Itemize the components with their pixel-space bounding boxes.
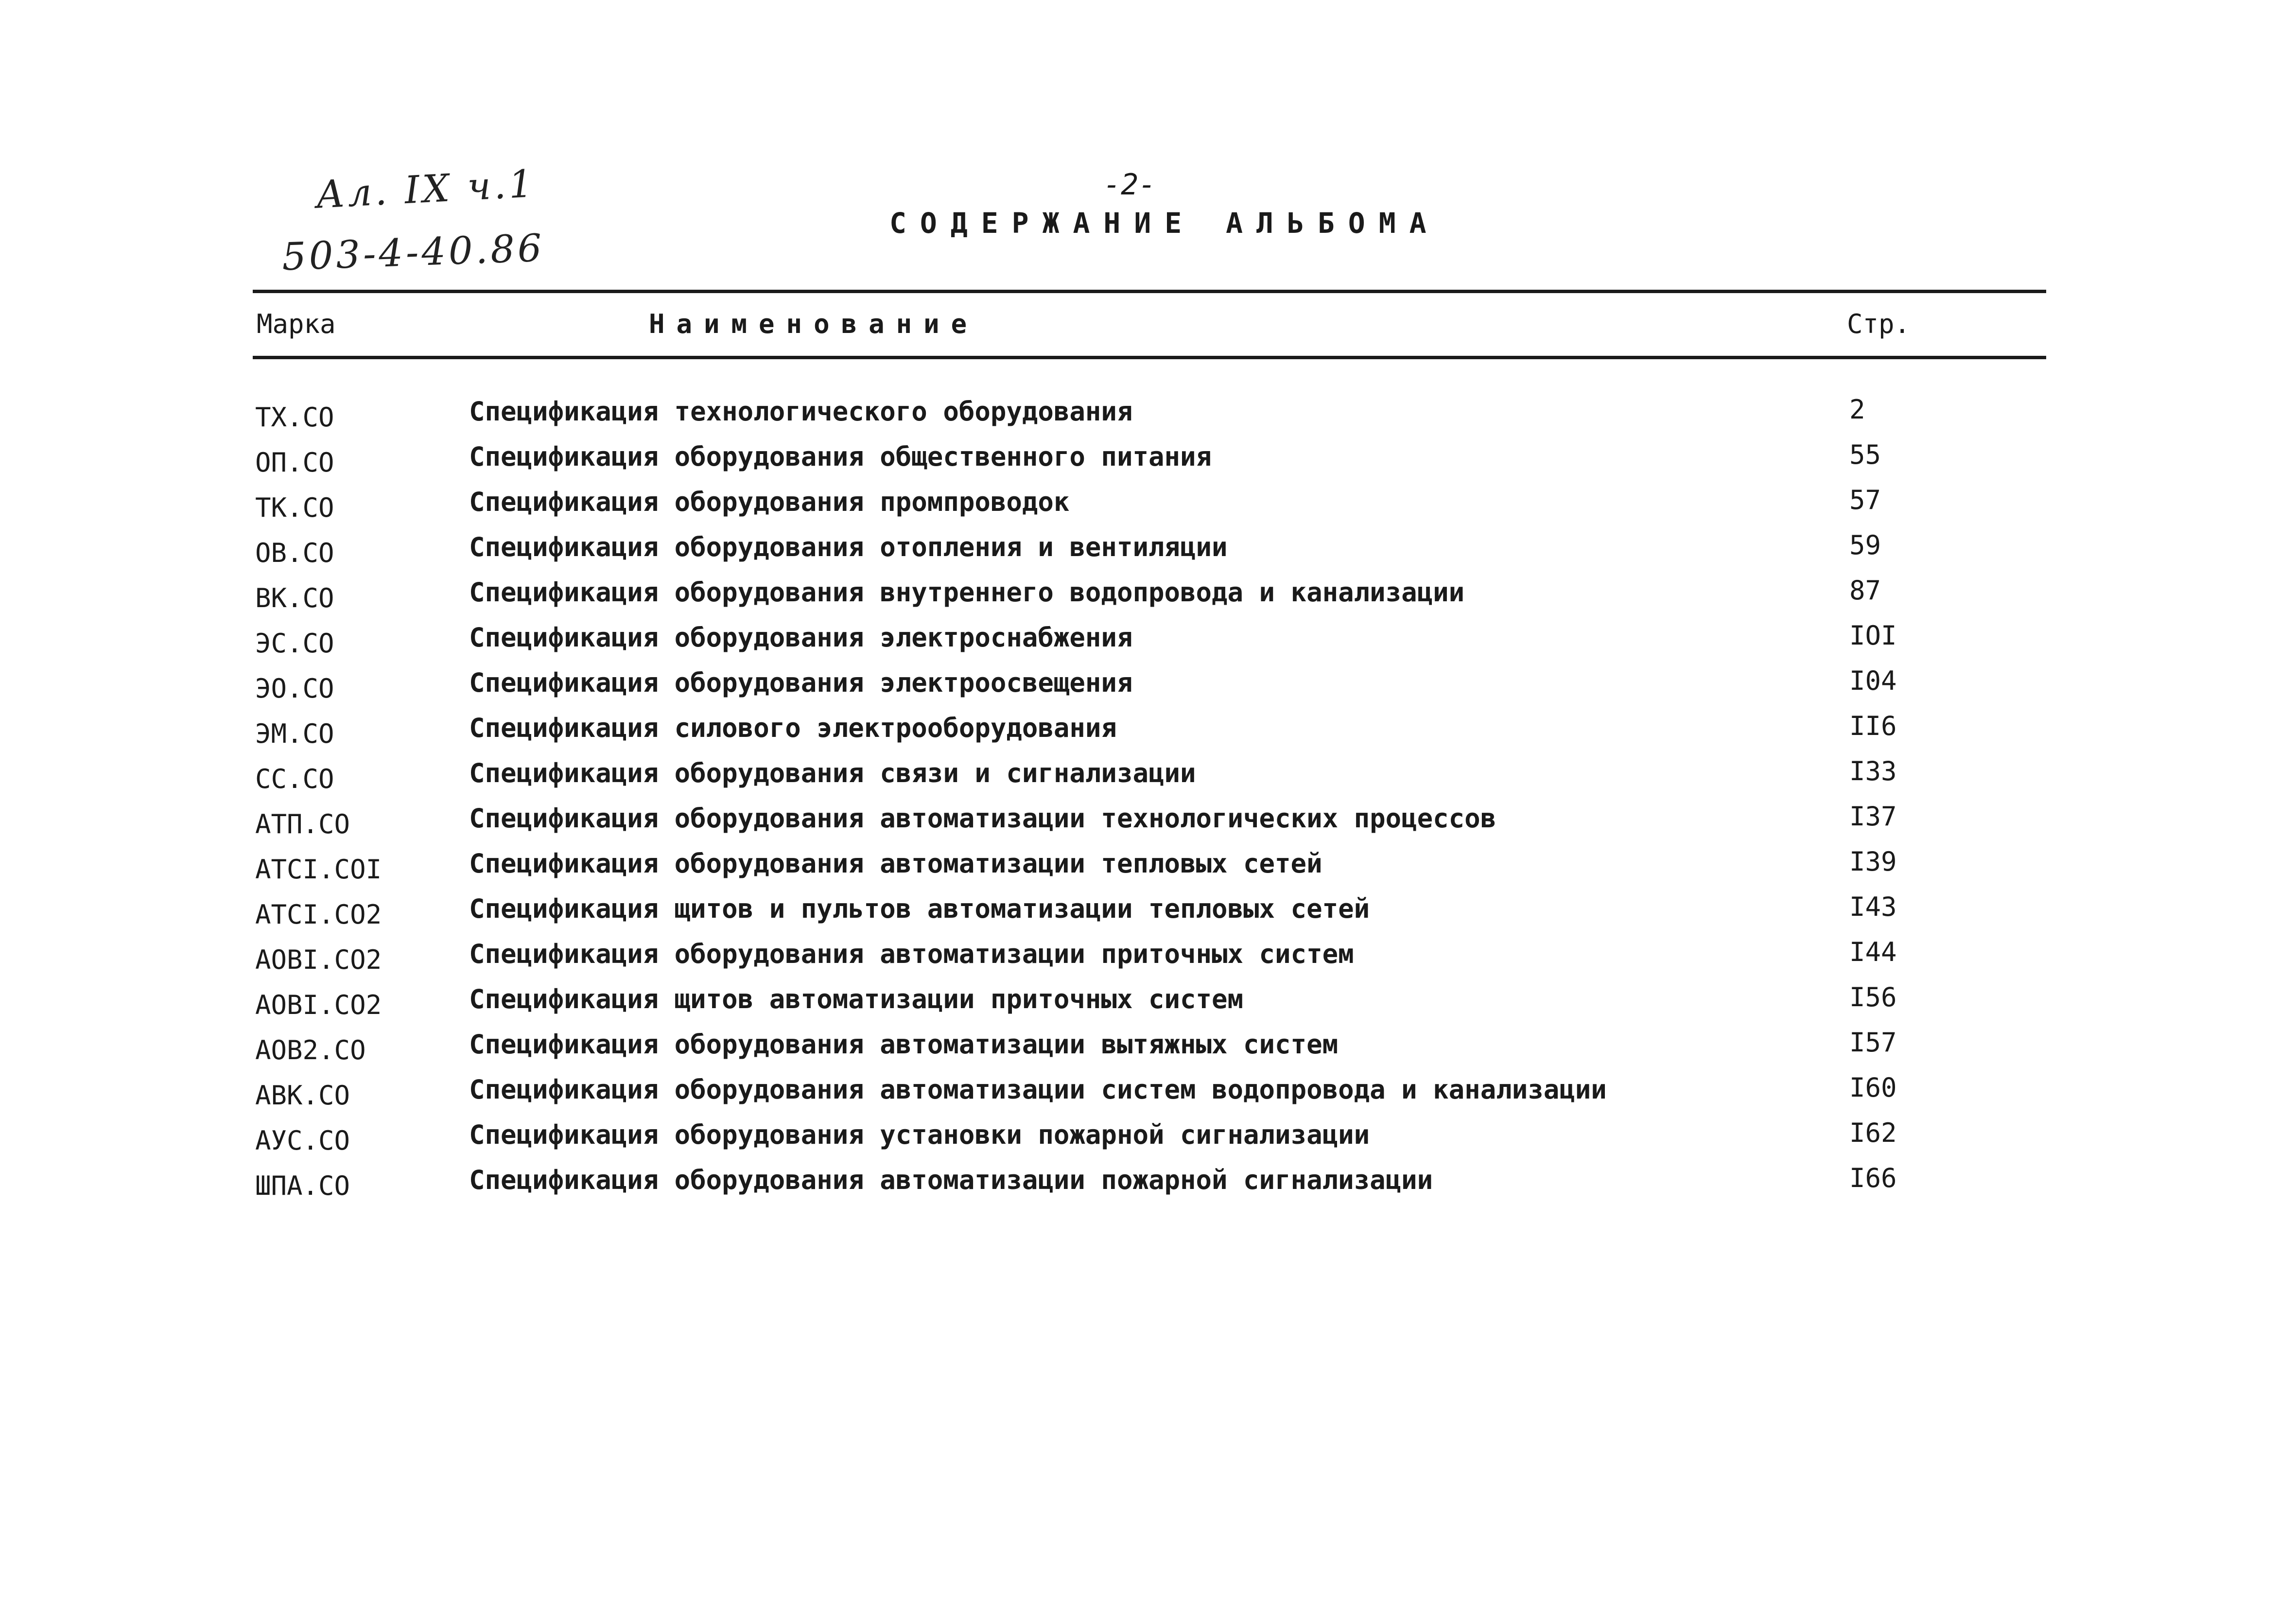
row-page: I33 [1849,756,1897,786]
row-mark: ТХ.СО [255,402,334,433]
row-name: Спецификация щитов автоматизации приточных систем [469,984,1244,1014]
row-mark: ЭМ.СО [255,718,334,749]
row-mark: ВК.СО [255,583,334,613]
column-header-name: Наименование [649,309,979,339]
row-page: I56 [1849,982,1897,1013]
table-row [0,1165,2296,1210]
row-name: Спецификация щитов и пультов автоматизации тепловых сетей [469,893,1370,924]
handwritten-project-code: 503-4-40.86 [281,226,545,279]
row-name: Спецификация оборудования внутреннего водопровода и канализации [469,577,1465,608]
row-mark: ЭС.СО [255,628,334,659]
table-row [0,1029,2296,1074]
row-page: IOI [1849,620,1897,651]
table-row [0,577,2296,622]
row-mark: ШПА.СО [255,1170,350,1201]
table-row [0,803,2296,848]
table-row [0,758,2296,803]
table-row [0,532,2296,577]
table-row [0,893,2296,939]
handwritten-album-note: Ал. IX ч.1 [314,162,537,217]
table-row [0,622,2296,667]
row-name: Спецификация оборудования установки пожарной сигнализации [469,1119,1370,1150]
row-page: 57 [1849,485,1881,515]
row-name: Спецификация оборудования электроосвещения [469,667,1133,698]
document-title: СОДЕРЖАНИЕ АЛЬБОМА [889,207,1440,240]
row-name: Спецификация технологического оборудования [469,396,1133,427]
row-name: Спецификация оборудования автоматизации тепловых сетей [469,848,1322,879]
column-header-mark: Марка [257,309,336,339]
table-row [0,1074,2296,1119]
row-mark: СС.СО [255,764,334,794]
row-page: 87 [1849,575,1881,606]
row-page: I04 [1849,665,1897,696]
row-mark: АОВI.СО2 [255,944,382,975]
row-name: Спецификация оборудования общественного питания [469,441,1212,472]
row-page: I37 [1849,801,1897,832]
row-mark: АОВI.СО2 [255,990,382,1020]
row-name: Спецификация оборудования электроснабжения [469,622,1133,653]
table-row [0,984,2296,1029]
table-row [0,396,2296,441]
table-row [0,713,2296,758]
row-name: Спецификация оборудования автоматизации приточных систем [469,939,1354,969]
row-mark: ОП.СО [255,447,334,478]
table-row [0,667,2296,713]
row-mark: ЭО.СО [255,673,334,704]
row-page: 59 [1849,530,1881,560]
row-name: Спецификация оборудования автоматизации технологических процессов [469,803,1496,834]
table-row [0,939,2296,984]
row-mark: АТСI.СО2 [255,899,382,930]
row-page: I62 [1849,1118,1897,1148]
row-page: I44 [1849,937,1897,967]
row-mark: ТК.СО [255,492,334,523]
row-name: Спецификация силового электрооборудования [469,713,1117,743]
row-page: I57 [1849,1027,1897,1058]
column-header-page: Стр. [1847,309,1911,339]
row-name: Спецификация оборудования автоматизации систем водопровода и канализации [469,1074,1607,1105]
row-page: II6 [1849,711,1897,741]
row-mark: АВК.СО [255,1080,350,1111]
row-name: Спецификация оборудования связи и сигнализации [469,758,1196,788]
row-name: Спецификация оборудования автоматизации пожарной сигнализации [469,1165,1433,1195]
row-name: Спецификация оборудования отопления и вентиляции [469,532,1228,562]
row-page: 55 [1849,439,1881,470]
page-number: -2- [1103,168,1156,202]
row-page: I43 [1849,891,1897,922]
row-name: Спецификация оборудования автоматизации вытяжных систем [469,1029,1339,1060]
header-top-rule [253,290,2046,293]
row-page: I66 [1849,1163,1897,1193]
row-mark: АТСI.СОI [255,854,382,885]
table-row [0,848,2296,893]
row-page: I39 [1849,846,1897,877]
row-mark: АУС.СО [255,1125,350,1156]
row-name: Спецификация оборудования промпроводок [469,487,1070,517]
row-mark: АТП.СО [255,809,350,839]
row-page: 2 [1849,394,1865,425]
row-page: I60 [1849,1072,1897,1103]
row-mark: АОВ2.СО [255,1035,366,1066]
row-mark: ОВ.СО [255,538,334,568]
header-bottom-rule [253,356,2046,359]
contents-table-body [0,396,2296,1210]
table-row [0,441,2296,487]
table-row [0,1119,2296,1165]
table-row [0,487,2296,532]
